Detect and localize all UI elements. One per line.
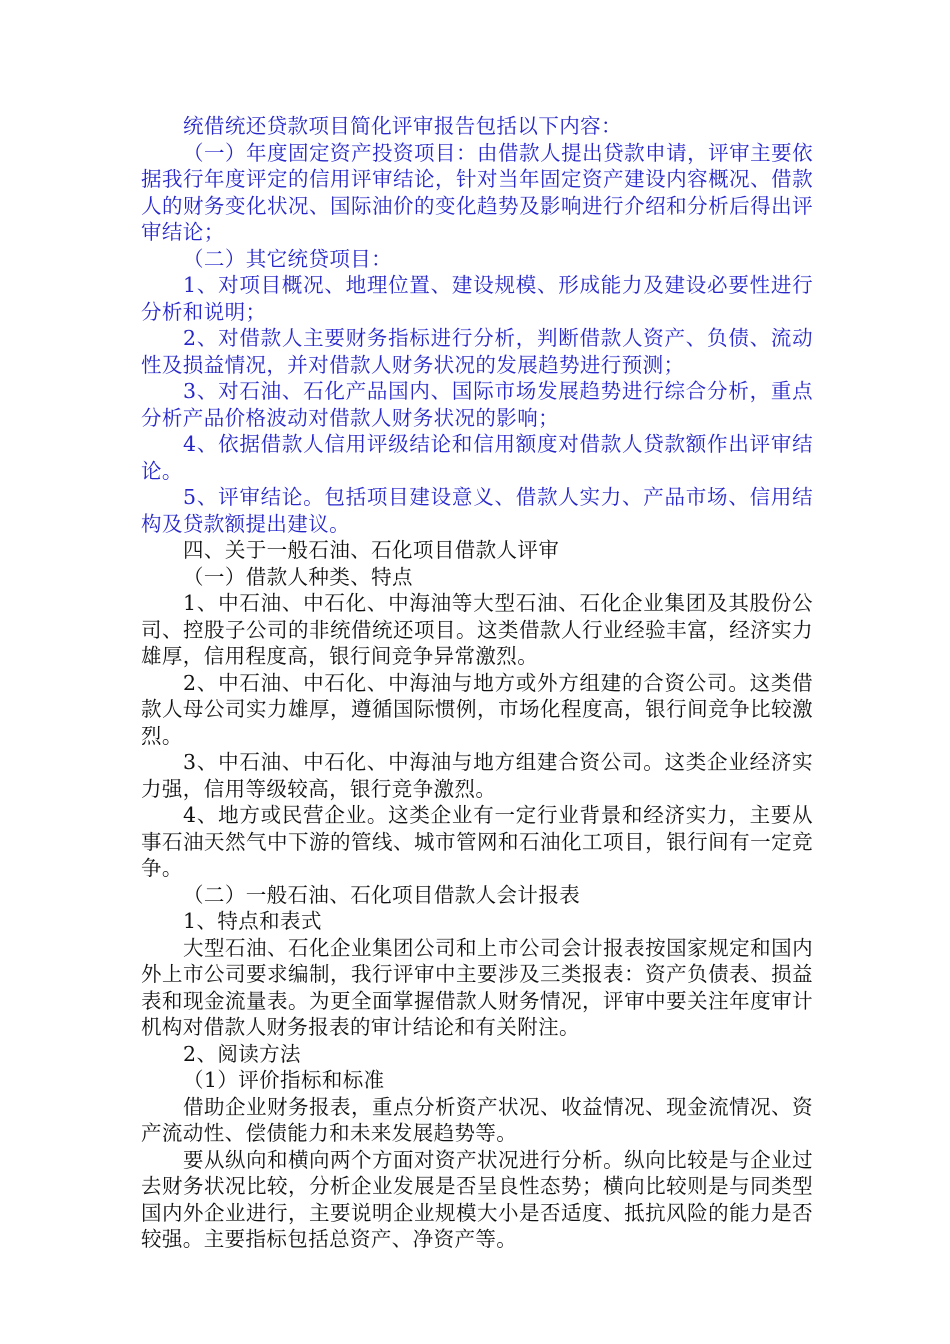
heading-evaluation-indicators: （1）评价指标和标准	[183, 1068, 385, 1092]
paragraph-item-2: 2、对借款人主要财务指标进行分析，判断借款人资产、负债、流动性及损益情况，并对借款人财务状况的发展趋势进行预测；	[141, 326, 813, 377]
heading-reading-method: 2、阅读方法	[183, 1041, 301, 1066]
paragraph-item-5: 5、评审结论。包括项目建设意义、借款人实力、产品市场、信用结构及贷款额提出建议。	[141, 485, 813, 536]
paragraph-borrower-1: 1、中石油、中石化、中海油等大型石油、石化企业集团及其股份公司、控股子公司的非统借统还项目。这类借款人行业经验丰富，经济实力雄厚，信用程度高，银行间竞争异常激烈。	[141, 591, 813, 668]
paragraph-borrower-4: 4、地方或民营企业。这类企业有一定行业背景和经济实力，主要从事石油天然气中下游的管线、城市管网和石油化工项目，银行间有一定竞争。	[141, 803, 813, 880]
paragraph-item-4: 4、依据借款人信用评级结论和信用额度对借款人贷款额作出评审结论。	[141, 432, 813, 483]
paragraph-borrower-3: 3、中石油、中石化、中海油与地方组建合资公司。这类企业经济实力强，信用等级较高，银行竞争激烈。	[141, 750, 813, 801]
paragraph-item-1: 1、对项目概况、地理位置、建设规模、形成能力及建设必要性进行分析和说明；	[141, 273, 813, 324]
subsection-borrower-types: （一）借款人种类、特点	[183, 564, 413, 589]
paragraph-borrower-2: 2、中石油、中石化、中海油与地方或外方组建的合资公司。这类借款人母公司实力雄厚，遵循国际惯例，市场化程度高，银行间竞争比较激烈。	[141, 670, 813, 748]
paragraph-statements-description: 大型石油、石化企业集团公司和上市公司会计报表按国家规定和国内外上市公司要求编制，我行评审中主要涉及三类报表：资产负债表、损益表和现金流量表。为更全面掌握借款人财务情况，评审中要关注年度审计机构对借款人财务报表的审计结论和有关附注。	[141, 935, 813, 1039]
subsection-accounting-statements: （二）一般石油、石化项目借款人会计报表	[183, 882, 581, 907]
paragraph-intro: 统借统还贷款项目简化评审报告包括以下内容：	[183, 114, 622, 138]
paragraph-item-3: 3、对石油、石化产品国内、国际市场发展趋势进行综合分析，重点分析产品价格波动对借款人财务状况的影响；	[141, 379, 813, 430]
paragraph-asset-analysis: 要从纵向和横向两个方面对资产状况进行分析。纵向比较是与企业过去财务状况比较，分析企业发展是否呈良性态势；横向比较则是与同类型国内外企业进行，主要说明企业规模大小是否适度、抵抗风险的能力是否较强。主要指标包括总资产、净资产等。	[141, 1147, 813, 1251]
paragraph-other-projects-heading: （二）其它统贷项目：	[183, 246, 393, 271]
section-heading-four: 四、关于一般石油、石化项目借款人评审	[183, 538, 560, 562]
paragraph-annual-fixed-asset: （一）年度固定资产投资项目：由借款人提出贷款申请，评审主要依据我行年度评定的信用评审结论，针对当年固定资产建设内容概况、借款人的财务变化状况、国际油价的变化趋势及影响进行介绍和分析后得出评审结论；	[141, 140, 813, 244]
heading-features-format: 1、特点和表式	[183, 909, 322, 933]
document-body	[141, 113, 813, 1253]
paragraph-analysis-focus: 借助企业财务报表，重点分析资产状况、收益情况、现金流情况、资产流动性、偿债能力和未来发展趋势等。	[141, 1094, 813, 1145]
